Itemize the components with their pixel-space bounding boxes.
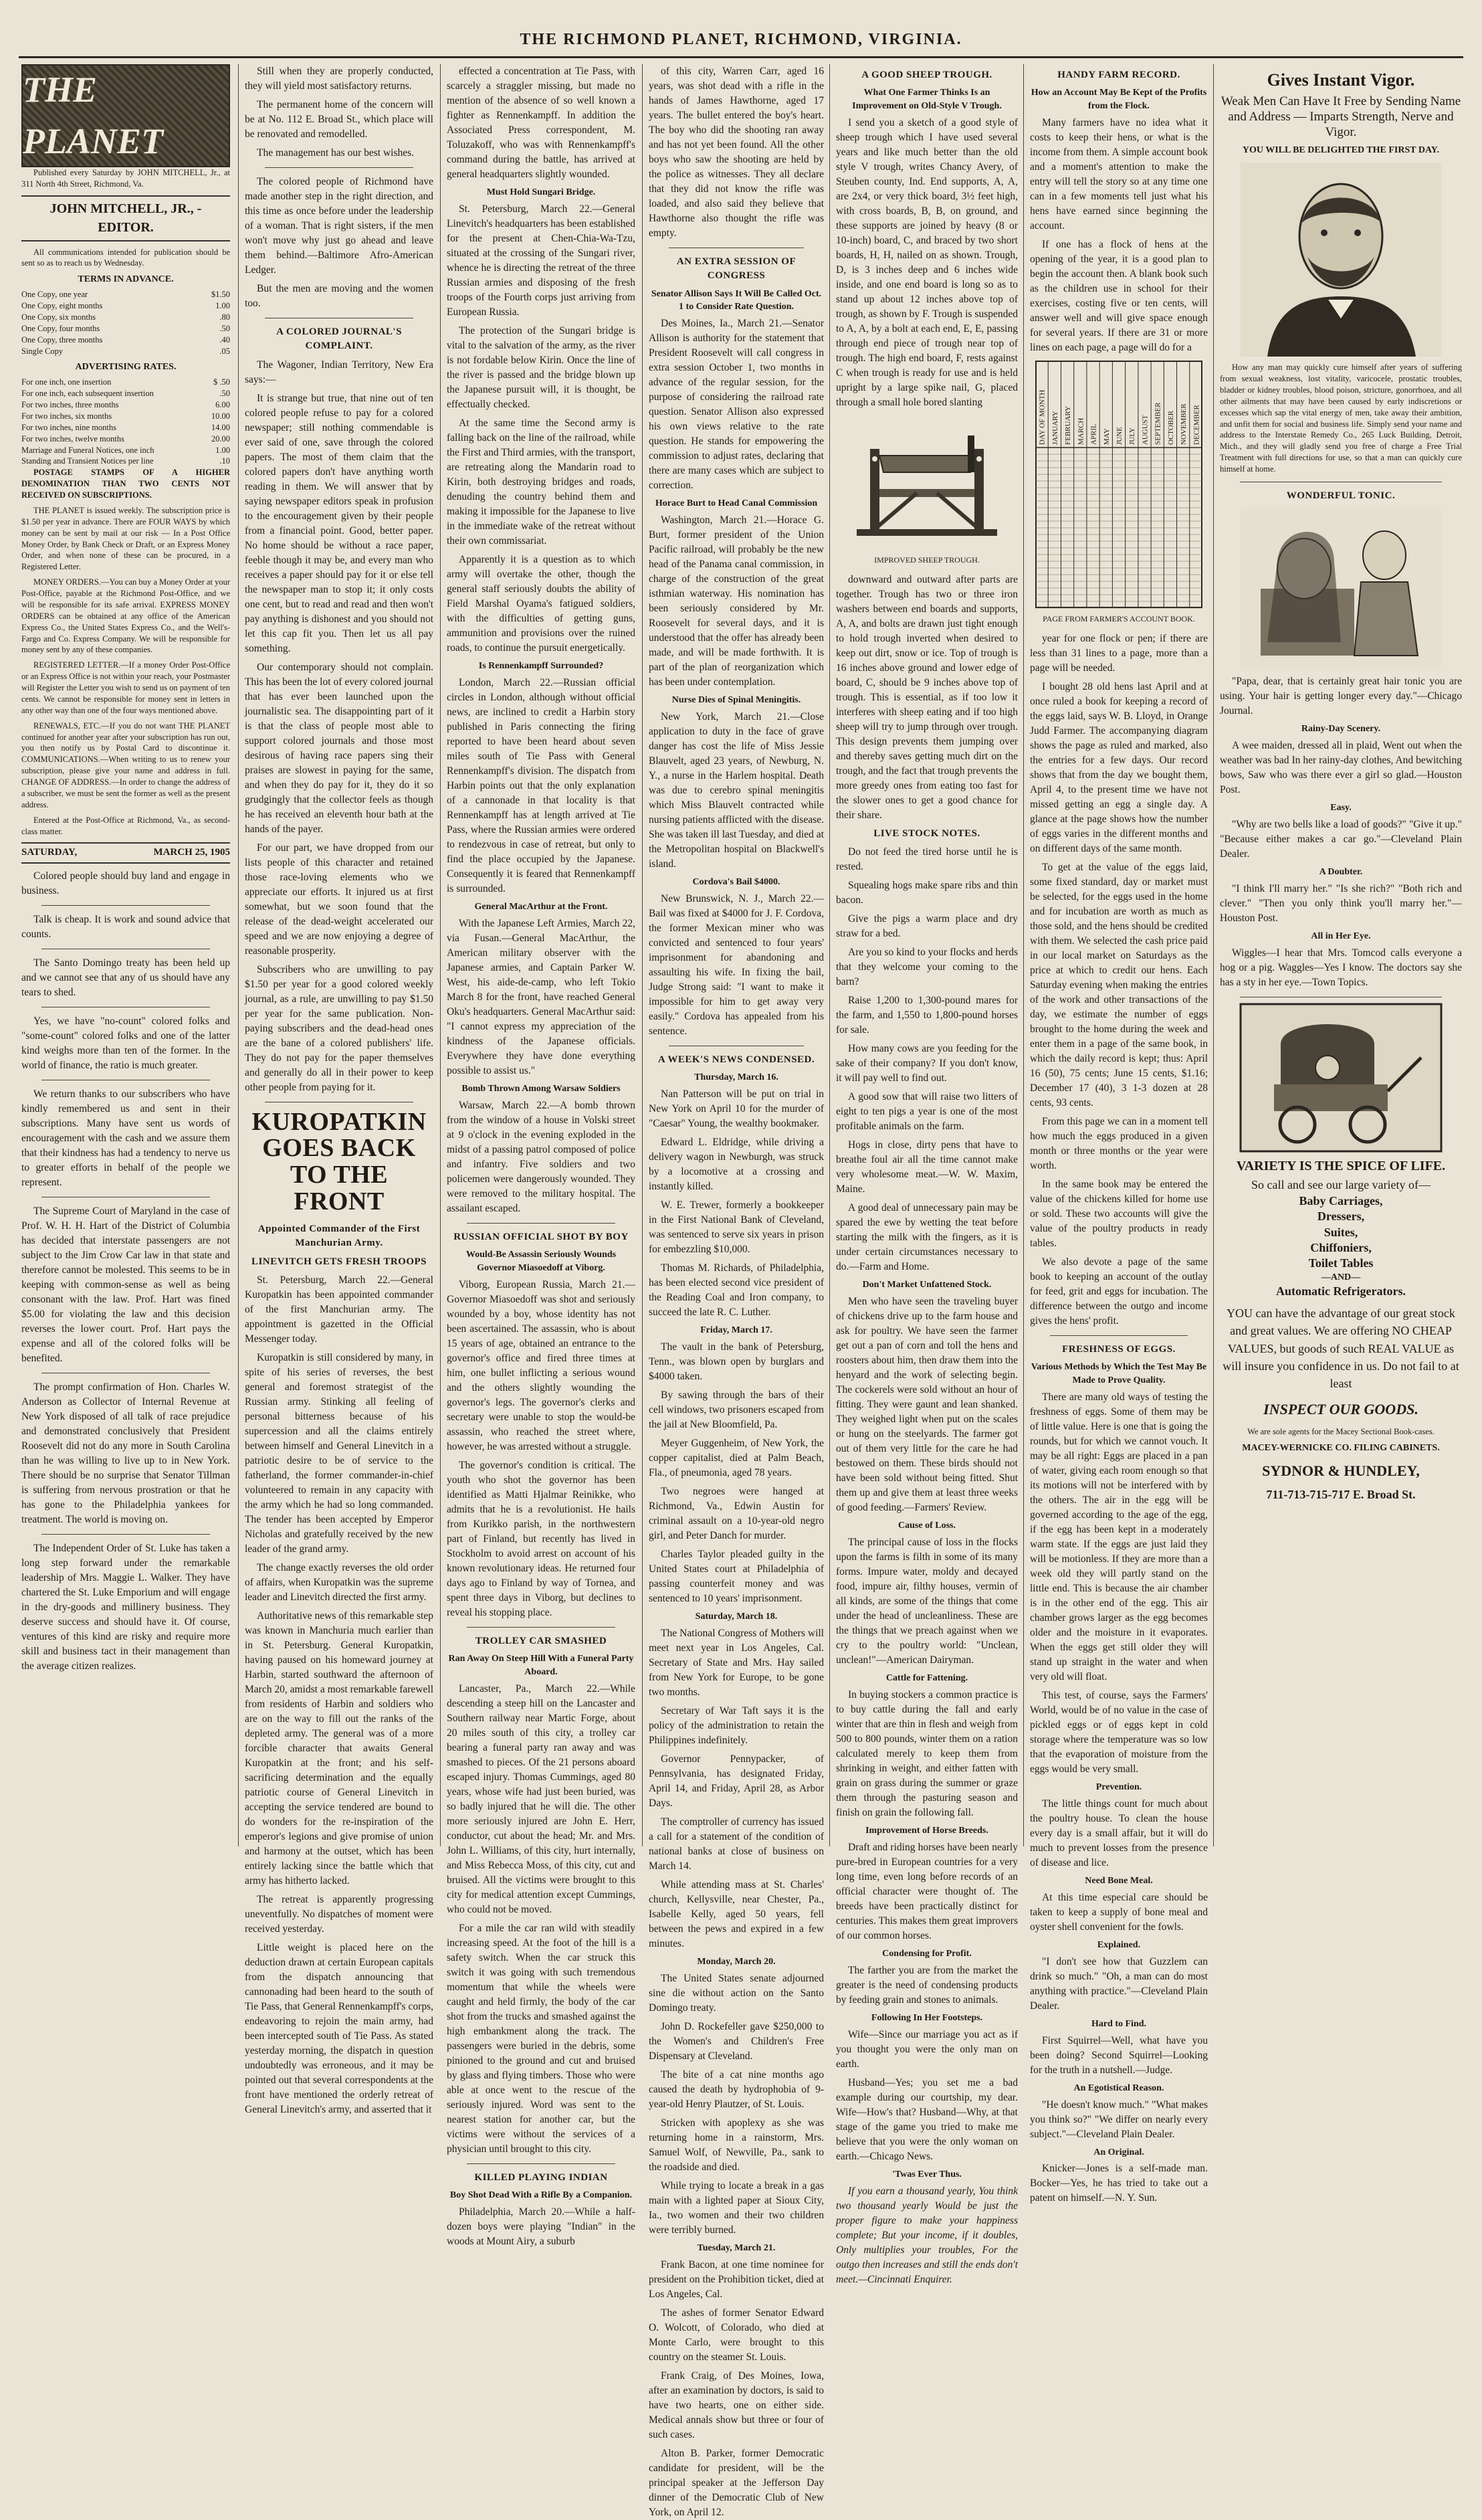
subheadline: What One Farmer Thinks Is an Improvement on Old-Style V Trough. [852, 88, 1002, 112]
divider [265, 167, 413, 168]
terms-row [21, 289, 230, 300]
subheadline: Various Methods by Which the Test May Be Made to Prove Quality. [1031, 1362, 1207, 1386]
article-paragraph: "I think I'll marry her." "Is she rich?" "Both rich and clever." "Then you only think you'll marry her."—Houston Post. [1220, 882, 1462, 924]
advertising-row [21, 456, 230, 467]
article-paragraph: Philadelphia, March 20.—While a half-dozen boys were playing "Indian" in the woods at Mount Airy, a suburb [447, 2206, 635, 2247]
terms-price: .50 [219, 323, 230, 333]
advertising-price: .50 [219, 389, 230, 399]
terms-title: TERMS IN ADVANCE. [78, 274, 174, 285]
subheadline: Tuesday, March 21. [697, 2242, 776, 2253]
article-paragraph: Do not feed the tired horse until he is rested. [836, 846, 1018, 873]
column-1 [21, 64, 230, 1846]
furniture-list [1220, 1193, 1462, 1300]
terms-price: 1.00 [215, 301, 230, 311]
subheadline: LINEVITCH GETS FRESH TROOPS [251, 1256, 427, 1267]
issue-date-value: MARCH 25, 1905 [153, 847, 230, 858]
agents-line: We are sole agents for the Macey Sectional Book-cases. [1247, 1427, 1435, 1437]
column-rule [238, 64, 239, 1846]
advertising-label: For two inches, nine months [21, 422, 117, 432]
article-paragraph: Kuropatkin is still considered by many, in spite of his series of reverses, the best general and foremost strategist of the Russian army. Stinking all feeling of personal bitterness because of his supercession and all the claims entirely between himself and General Linevitch in a patriotic desire to be of service to the fatherland, the former commander-in-chief volunteered to remain in any capacity with the army which he had so long commanded. The tender has been accepted by Emperor Nicholas and gratefully received by the new leader of the grand army. [245, 1352, 433, 1555]
column-2 [245, 64, 433, 2116]
planet-logo: THE PLANET [21, 64, 230, 167]
article-paragraph: Des Moines, Ia., March 21.—Senator Allison is authority for the statement that President Roosevelt will call congress in extra session October 1, two months in advance of the regular session, for the purpose of considering the railroad rate question. Senator Allison also expressed his own views relative to the rate question. He stands for empowering the commission to adjust rates, declaring that there are many cases which are subject to correction. [649, 318, 824, 492]
subheadline: Prevention. [1095, 1782, 1142, 1793]
column-7 [1220, 64, 1462, 1846]
month-header: JULY [1128, 427, 1137, 446]
poem: If you earn a thousand yearly, You think two thousand yearly Would be just the proper figure to make your happiness complete; But your income, if it doubles, Only multiplies your troubles, For the outgo then increases and still the ends don't meet.—Cincinnati Enquirer. [836, 2185, 1018, 2285]
article-paragraph: The retreat is apparently progressing uneventfully. No dispatches of moment were received yesterday. [245, 1894, 433, 1935]
advertising-row [21, 377, 230, 388]
top-rule [19, 56, 1463, 58]
month-header: JANUARY [1051, 411, 1059, 446]
article-paragraph: We also devote a page of the same book to keeping an account of the outlay for feed, grit and eggs for incubation. The difference between the outgo and income gives the hens' profit. [1030, 1256, 1208, 1327]
article-paragraph: John D. Rockefeller gave $250,000 to the Women's and Children's Free Dispensary at Cleveland. [649, 2020, 824, 2062]
article-paragraph: "He doesn't know much." "What makes you think so?" "We differ on nearly every subject."—Cleveland Plain Dealer. [1030, 2099, 1208, 2140]
article-paragraph: Wife—Since our marriage you act as if you thought you were the only man on earth. [836, 2028, 1018, 2070]
article-paragraph: downward and outward after parts are together. Trough has two or three iron washers between end boards and supports, A, A, and bolts are drawn just tight enough to hold trough inverted when desired to keep out dirt, snow or ice. Top of trough is 16 inches above ground and lower edge of board, C, should be 9 inches above top of trough. This is essential, as if too low it interferes with sheep eating and if too high sheep will try to jump through over trough. This design prevents them jumping over and thereby saves getting much dirt on the trough, and the fact that trough prevents the more greedy ones from eating too fast for the slower ones to get a good chance for their share. [836, 574, 1018, 821]
month-header: MARCH [1077, 417, 1085, 446]
terms-label: One Copy, four months [21, 323, 100, 333]
article-paragraph: The ashes of former Senator Edward O. Wolcott, of Colorado, who died at Monte Carlo, were brought to this country on the steamer St. Louis. [649, 2307, 824, 2363]
divider [467, 1627, 615, 1628]
subheadline: Is Rennenkampff Surrounded? [478, 660, 604, 671]
subheadline: Monday, March 20. [697, 1956, 776, 1967]
headline: TROLLEY CAR SMASHED [475, 1635, 607, 1646]
advertising-row [21, 445, 230, 456]
advertising-price: 1.00 [215, 445, 230, 455]
divider [467, 2163, 615, 2164]
terms-price: .05 [219, 346, 230, 356]
month-header: AUGUST [1141, 415, 1150, 446]
month-header: FEBRUARY [1064, 405, 1073, 446]
article-paragraph: Governor Pennypacker, of Pennsylvania, has designated Friday, April 14, and Friday, April 28, as Arbor Days. [649, 1753, 824, 1809]
advertising-label: For two inches, twelve months [21, 433, 124, 444]
column-3 [447, 64, 635, 2247]
column-6 [1030, 64, 1208, 2204]
article-paragraph: Viborg, European Russia, March 21.—Governor Miasoedoff was shot and seriously wounded by a boy, whose identity has not been ascertained. The assassin, who is about 15 years of age, obtained an entrance to the governor's office and fired three times at him, one bullet inflicting a serious wound and the others slightly wounding the governor's legs. The governor's clerks and secretary were unable to stop the would-be assassin, who reached the street where, however, he was arrested without a struggle. [447, 1278, 635, 1452]
subheadline: A Doubter. [1319, 866, 1363, 877]
baby-carriage-illustration [1241, 1004, 1441, 1151]
furniture-item: —AND— [1321, 1272, 1361, 1282]
subheadline: Cordova's Bail $4000. [692, 877, 780, 888]
fine-print: MONEY ORDERS.—You can buy a Money Order at your Post-Office, payable at the Richmond Post-Office, and we will be responsible for its safe arrival. EXPRESS MONEY ORDERS can be obtained at any office of the American Express Co., the United States Express Co., and the Well's-Fargo and Co. Express Company. We will be responsible for money sent by any of these companies. [21, 577, 230, 655]
fine-print: REGISTERED LETTER.—If a money Order Post-Office or an Express Office is not within your reach, your Postmaster will Register the Letter you wish to send us on payment of ten cents. We cannot be responsible for money sent in letters in any other way than one of the four ways mentioned above. [21, 660, 230, 715]
article-paragraph: Authoritative news of this remarkable step was known in Manchuria much earlier than in St. Petersburg. General Kuropatkin, having paused on his homeward journey at Harbin, started southward the afternoon of March 20, amidst a most remarkable farewell from residents of Harbin and soldiers who are on the way to fill out the ranks of the depleted army. The general was of a more forcible character that awaits General Kuropatkin at the front; and his self-sacrificing determination and the equally patriotic course of General Linevitch in accepting the service tendered are bound to do wonders for the re-inspiration of the emperor's legions and give promise of union and harmony at the outset, which has been entirely lacking since the battle which that army has hitherto lacked. [245, 1610, 433, 1887]
advertising-label: For two inches, three months [21, 400, 119, 410]
terms-price: $1.50 [211, 290, 230, 300]
article-paragraph: Thomas M. Richards, of Philadelphia, has been elected second vice president of the Reading Coal and Iron company, to succeed the late R. C. Luther. [649, 1262, 824, 1319]
article-paragraph: W. E. Trewer, formerly a bookkeeper in the First National Bank of Cleveland, was sentenced to serve six years in prison for embezzling $10,000. [649, 1199, 824, 1256]
ad-body: How any man may quickly cure himself after years of suffering from sexual weakness, lost vitality, varicocele, prostatic troubles, bladder or kidney troubles, blood poison, stricture, gonorrhoea, and all other ailments that may have been caused by early indiscretions or excesses which sap the vital energy of men, take away their ambition, and unfit them for social and business life. Simply send your name and address to the Interstate Remedy Co., 265 Luck Building, Detroit, Mich., and they will gladly send you free of charge a Free Trial Treatment with full directions for use, so that a man can quickly cure himself at home. [1220, 363, 1462, 474]
subheadline: Improvement of Horse Breeds. [865, 1826, 988, 1836]
fine-print: RENEWALS, ETC.—If you do not want THE PLANET continued for another year after your subscription has run out, you then notify us by Postal Card to discontinue it. COMMUNICATIONS.—When writing to us to renew your subscription, please give your name and address in full. CHANGE OF ADDRESS.—In order to change the address of a subscriber, we must be sent the former as well as the present address. [21, 720, 230, 809]
article-paragraph: Washington, March 21.—Horace G. Burt, former president of the Union Pacific railroad, will probably be the new head of the Panama canal commission, in charge of the construction of the great isthmian waterway. His nomination has been seriously considered by Mr. Roosevelt for several days, and it is understood that the offer has already been made, and will be made forthwith. It is part of the plan of reorganization which has been under contemplation. [649, 514, 824, 688]
article-paragraph: "Why are two bells like a load of goods?" "Give it up." "Because either makes a car go."—Cleveland Plain Dealer. [1220, 818, 1462, 860]
column-5 [836, 64, 1018, 2285]
article-paragraph: Are you so kind to your flocks and herds that they welcome your coming to the barn? [836, 947, 1018, 988]
advertising-row [21, 433, 230, 445]
advertising-price: 10.00 [211, 411, 230, 421]
publisher-line: Published every Saturday by JOHN MITCHELL, Jr., at 311 North 4th Street, Richmond, Va. [21, 168, 230, 189]
subheadline: How an Account May Be Kept of the Profits from the Flock. [1031, 88, 1207, 112]
article-paragraph: "Papa, dear, that is certainly great hair tonic you are using. Your hair is getting longer every day."—Chicago Journal. [1220, 676, 1462, 717]
article-paragraph: With the Japanese Left Armies, March 22, via Fusan.—General MacArthur, the American military observer with the Japanese armies, and Captain Parker W. West, his aide-de-camp, who left Tokio March 8 for the front, have reached General Oku's headquarters. General MacArthur said: "I cannot express my appreciation of the kindness of the Japanese officials. Everywhere they have done everything possible to assist us." [447, 917, 635, 1076]
article-paragraph: of this city, Warren Carr, aged 16 years, was shot dead with a rifle in the hands of James Hawthorne, aged 17 years. The bullet entered the boy's heart. The boy who did the shooting ran away and has not yet been found. All the other boys who saw the shooting are held by the police as witnesses. They all declare that they did not know the rifle was loaded, and also said they believe that Hawthorne also thought the rifle was empty. [649, 66, 824, 239]
firm-name: SYDNOR & HUNDLEY, [1262, 1462, 1420, 1479]
article-paragraph: The farther you are from the market the greater is the need of condensing products by feeding grain and stones to animals. [836, 1964, 1018, 2006]
article-paragraph: In buying stockers a common practice is to buy cattle during the fall and early winter that are thin in flesh and weigh from 500 to 800 pounds, winter them on a ration calculated merely to keep them from shrinking in weight, and either fatten with grain on grass during the summer or graze them through the pasturing season and finish on grain the following fall. [836, 1689, 1018, 1818]
advertising-row [21, 422, 230, 433]
editorial-paragraph: Talk is cheap. It is work and sound advice that counts. [21, 913, 230, 940]
divider [41, 1534, 210, 1535]
furniture-item: Chiffoniers, [1310, 1240, 1372, 1254]
article-paragraph: The vault in the bank of Petersburg, Tenn., was blown open by burglars and $4000 taken. [649, 1341, 824, 1383]
article-paragraph: The protection of the Sungari bridge is vital to the salvation of the army, as the river is not fordable below Kirin. Once the line of the river is passed and the bridge blown up the Japanese pursuit will, it is thought, be effectually checked. [447, 324, 635, 410]
headline: AN EXTRA SESSION OF CONGRESS [676, 256, 797, 282]
firm-address: 711-713-715-717 E. Broad St. [1266, 1488, 1416, 1502]
article-paragraph: A good sow that will raise two litters of eight to ten pigs a year is one of the most profitable animals on the farm. [836, 1091, 1018, 1133]
article-paragraph: The United States senate adjourned sine die without action on the Santo Domingo treaty. [649, 1972, 824, 2014]
article-paragraph: A good deal of unnecessary pain may be spared the ewe by wetting the teat before starting the milk with the fingers, as it is under certain circumstances necessary to do.—Farm and Home. [836, 1202, 1018, 1273]
article-paragraph: St. Petersburg, March 22.—General Kuropatkin has been appointed commander of the first Manchurian army. The appointment is gazetted in the Official Messenger today. [245, 1274, 433, 1345]
article-paragraph: From this page we can in a moment tell how much the eggs produced in a given month or three months or the year were worth. [1030, 1116, 1208, 1172]
diagram-caption: PAGE FROM FARMER'S ACCOUNT BOOK. [1043, 614, 1195, 624]
subheadline: Don't Market Unfattened Stock. [862, 1280, 992, 1290]
issue-day: SATURDAY, [21, 847, 78, 858]
month-header: DAY OF MONTH [1038, 389, 1047, 446]
month-header: DECEMBER [1192, 405, 1201, 446]
illustration-caption: IMPROVED SHEEP TROUGH. [874, 555, 980, 565]
editorial-paragraph: The Santo Domingo treaty has been held up and we cannot see that any of us should have any tears to shed. [21, 957, 230, 998]
article-paragraph: The bite of a cat nine months ago caused the death by hydrophobia of 9-year-old Henry Plautzer, of St. Louis. [649, 2068, 824, 2110]
article-paragraph: Secretary of War Taft says it is the policy of the administration to retain the Philippines indefinitely. [649, 1705, 824, 1746]
article-paragraph: Lancaster, Pa., March 22.—While descending a steep hill on the Lancaster and Southern railway near Martic Forge, about 20 miles south of this city, a trolley car bearing a funeral party ran away and was smashed to pieces. Of the 21 persons aboard escaped injury. Thomas Cummings, aged 80 years, whose wife had just been buried, was so badly injured that he will die. The other more seriously injured are John E. Herr, conductor, cut about the head; Mr. and Mrs. John L. Williams, of this city, hurt internally, and Miss Rebecca Moss, of this city, cut and bruised. All the victims were brought to this city for medical attention except Cummings, who could not be moved. [447, 1682, 635, 1915]
article-paragraph: This test, of course, says the Farmers' World, would be of no value in the case of pickled eggs or of eggs kept in cold storage where the temperature was so low that the evaporation of moisture from the eggs would be very small. [1030, 1690, 1208, 1775]
article-paragraph: There are many old ways of testing the freshness of eggs. Some of them may be of little value. Here is one that is going the rounds, but for which we cannot vouch. It may be all right: Eggs are placed in a pan of water, giving each room enough so that its motions will not be interfered with by the others. The air in the egg will be governed according to the age of the egg, if the egg has been kept in a moderately warm state. If the eggs are just laid they will be motionless. If they are more than a week old they will partly stand on the little end. This is because the air chamber is in the other end of the egg. This air chamber grows larger as the egg becomes older and the moisture in it evaporates. When the eggs get still older they will stand up straight in the water and when very old will float. [1030, 1391, 1208, 1683]
advertising-label: Standing and Transient Notices per line [21, 456, 154, 466]
column-rule [1023, 64, 1024, 1846]
terms-row [21, 323, 230, 334]
headline: A COLORED JOURNAL'S COMPLAINT. [276, 326, 402, 352]
subheadline: Must Hold Sungari Bridge. [486, 187, 596, 197]
article-paragraph: The Wagoner, Indian Territory, New Era says:— [245, 359, 433, 385]
article-paragraph: Many farmers have no idea what it costs to keep their hens, or what is the income from them. A simple account book and a moment's attention to make the entry will tell the story so at any time one can in a few moments tell just what his hens have earned since beginning the account. [1030, 117, 1208, 232]
subheadline: An Original. [1093, 2147, 1144, 2157]
subheadline: Explained. [1097, 1939, 1141, 1950]
article-paragraph: Alton B. Parker, former Democratic candidate for president, will be the principal speaker at the Jefferson Day dinner of the Democratic Club of New York, on April 12. [649, 2447, 824, 2518]
subheadline: General MacArthur at the Front. [474, 901, 608, 912]
month-header: NOVEMBER [1180, 403, 1188, 446]
advertising-price: 14.00 [211, 422, 230, 432]
article-paragraph: Raise 1,200 to 1,300-pound mares for the farm, and 1,550 to 1,800-pound horses for sale. [836, 995, 1018, 1036]
article-paragraph: Subscribers who are unwilling to pay $1.50 per year for a good colored weekly journal, as a rule, are unwilling to pay $1.50 per year for the same publication. Non-paying subscribers and the dead-head ones are the bane of a colored publishers' life. They do not pay for the paper themselves and generally do all in their power to keep other people from paying for it. [245, 963, 433, 1093]
article-paragraph: Apparently it is a question as to which army will overtake the other, though the general staff seriously doubts the ability of Field Marshal Oyama's fatigued soldiers, with the difficulties of getting guns, ammunition and provisions over the ruined roads, to continue the pursuit energetically. [447, 553, 635, 654]
portrait-illustration [1241, 163, 1441, 357]
subheadline: Bomb Thrown Among Warsaw Soldiers [461, 1083, 621, 1094]
article-paragraph: The change exactly reverses the old order of affairs, when Kuropatkin was the supreme leader and Linevitch directed the first army. [245, 1562, 433, 1604]
subheadline: Nurse Dies of Spinal Meningitis. [671, 695, 801, 706]
article-paragraph: Draft and riding horses have been nearly pure-bred in European countries for a very long time, even long before records of an official character were thought of. The breeds have been practically distinct for centuries. This makes them great improvers of our common horses. [836, 1841, 1018, 1941]
subheadline: Easy. [1330, 803, 1352, 813]
divider [1050, 1335, 1188, 1336]
article-paragraph: Stricken with apoplexy as she was returning home in a rainstorm, Mrs. Samuel Wolf, of Newville, Pa., sank to the roadside and died. [649, 2117, 824, 2173]
variety-line: VARIETY IS THE SPICE OF LIFE. [1236, 1158, 1446, 1173]
article-paragraph: Husband—Yes; you set me a bad example during our courtship, my dear. Wife—How's that? Husband—Why, at that stage of the game you tried to make me believe that you were the only woman on earth.—Chicago News. [836, 2076, 1018, 2162]
article-paragraph: Frank Craig, of Des Moines, Iowa, after an examination by doctors, is said to have two hearts, one on either side. Medical annals show but three or four of such cases. [649, 2369, 824, 2440]
advertising-row [21, 399, 230, 411]
article-paragraph: New Brunswick, N. J., March 22.—Bail was fixed at $4000 for J. F. Cordova, the former Mexican miner who was convicted and sentenced to four years' imprisonment for abandoning and assaulting his wife. In fixing the bail, Judge Strong said: "I want to make it impossible for him to get away very easily." Cordova has appealed from his sentence. [649, 892, 824, 1037]
store-pitch: YOU can have the advantage of our great stock and great values. We are offering NO CHEAP VALUES, but goods of such REAL VALUE as will insure you confidence in us. Do not fail to at least [1223, 1306, 1459, 1390]
subheadline: Boy Shot Dead With a Rifle By a Companion. [449, 2190, 633, 2200]
subheadline: Appointed Commander of the First Manchurian Army. [257, 1224, 421, 1249]
terms-row [21, 346, 230, 357]
article-paragraph: London, March 22.—Russian official circles in London, although without official news, are inclined to credit a Harbin story published in Paris connecting the firing reported to have been heard about seven miles south of Tie Pass with General Rennenkampff's division. The dispatch from Harbin points out that the only explanation of a cannonade in that locality is that Rennenkampff has at length arrived at Tie Pass, where the Russian armies were ordered to rendezvous in case of retreat, but only to find the place occupied by the Japanese. Consequently it is feared that Rennenkampff is surrounded. [447, 676, 635, 894]
advertising-label: For one inch, each subsequent insertion [21, 389, 154, 399]
subheadline: Ran Away On Steep Hill With a Funeral Party Aboard. [448, 1653, 634, 1677]
terms-label: One Copy, one year [21, 290, 88, 300]
furniture-item: Suites, [1324, 1225, 1358, 1239]
headline: A GOOD SHEEP TROUGH. [861, 70, 992, 80]
article-paragraph: The permanent home of the concern will be at No. 112 E. Broad St., which place will be renovated and remodelled. [245, 99, 433, 140]
ad-tagline: YOU WILL BE DELIGHTED THE FIRST DAY. [1242, 145, 1440, 156]
sheep-trough-illustration [843, 415, 1011, 549]
advertising-label: For two inches, six months [21, 411, 112, 421]
terms-row [21, 334, 230, 346]
article-paragraph: Meyer Guggenheim, of New York, the copper capitalist, died at Palm Beach, Fla., of pneumonia, aged 78 years. [649, 1438, 824, 1479]
communications-note: All communications intended for publication should be sent so as to reach us by Wednesday. [21, 247, 230, 268]
issue-date [21, 842, 230, 863]
subheadline: Thursday, March 16. [694, 1072, 778, 1083]
article-paragraph: At this time especial care should be taken to keep a supply of bone meal and oyster shell convenient for the fowls. [1030, 1891, 1208, 1933]
editorial-paragraph: The prompt confirmation of Hon. Charles W. Anderson as Collector of Internal Revenue at New York disposed of all talk of race prejudice and demonstrated conclusively that President Roosevelt did not do any more in South Carolina than he was willing to live up to in New York. There should be no surprise that Senator Tillman is suffering from nervous prostration or that he has gone to the Philadelphia yankees for treatment. The world is moving on. [21, 1381, 230, 1525]
article-paragraph: The colored people of Richmond have made another step in the right direction, and this time as once before under the leadership of a woman. That is right sisters, if the men won't move why just go ahead and leave them behind.—Baltimore Afro-American Ledger. [245, 176, 433, 276]
article-paragraph: If one has a flock of hens at the opening of the year, it is a good plan to begin the account then. A blank book such as the children use in school for their exercises, costing five or ten cents, will answer well and will give space enough for several years. If there are 31 or more lines on each page, a page will do for a [1030, 239, 1208, 354]
headline: KILLED PLAYING INDIAN [474, 2171, 608, 2183]
masthead: THE RICHMOND PLANET, RICHMOND, VIRGINIA. [520, 31, 962, 48]
subheadline: Hard to Find. [1091, 2018, 1147, 2029]
furniture-item: Toilet Tables [1308, 1256, 1374, 1270]
stamps-note: POSTAGE STAMPS OF A HIGHER DENOMINATION THAN TWO CENTS NOT RECEIVED ON SUBSCRIPTIONS. [21, 468, 230, 500]
article-paragraph: Two negroes were hanged at Richmond, Va., Edwin Austin for criminal assault on a 10-year-old negro girl, and Peter Danch for murder. [649, 1486, 824, 1542]
article-paragraph: By sawing through the bars of their cell windows, two prisoners escaped from the jail at New Bloomfield, Pa. [649, 1389, 824, 1431]
terms-table [21, 289, 230, 357]
article-paragraph: year for one flock or pen; if there are less than 31 lines to a page, more than a page will be needed. [1030, 633, 1208, 674]
furniture-item: Baby Carriages, [1299, 1193, 1383, 1207]
advertising-row [21, 411, 230, 422]
article-paragraph: For a mile the car ran wild with steadily increasing speed. At the foot of the hill is a safety switch. When the car struck this switch it was going with such tremendous momentum that while the wheels were caught and held firmly, the body of the car shot from the trucks and smashed against the high embankment along the track. The passengers were buried in the debris, some pinioned to the ground and cut and bruised by glass and flying timbers. Those who were able at once went to the rescue of the seriously injured. Word was sent to the nearest station for another car, but the victims were without the services of a physician until brought to this city. [447, 1922, 635, 2155]
article-paragraph: While trying to locate a break in a gas main with a lighted paper at Sioux City, Ia., two women and their two children were terribly burned. [649, 2179, 824, 2236]
subheadline: Cattle for Fattening. [885, 1673, 968, 1684]
headline: WONDERFUL TONIC. [1286, 490, 1396, 501]
main-headline: KUROPATKIN GOES BACK TO THE FRONT [251, 1107, 427, 1216]
subheadline: An Egotistical Reason. [1073, 2082, 1164, 2093]
headline: RUSSIAN OFFICIAL SHOT BY BOY [453, 1231, 629, 1242]
article-paragraph: Wiggles—I hear that Mrs. Tomcod calls everyone a hog or a pig. Waggles—Yes I know. The doctors say she has a sty in her eye.—Town Topics. [1220, 947, 1462, 988]
subheadline: Rainy-Day Scenery. [1301, 724, 1381, 735]
article-paragraph: Men who have seen the traveling buyer of chickens drive up to the farm house and ask for poultry. We have seen the farmer get out a pan of corn and toll the hens and roosters about him, then draw them into the henyard and the work of selecting begin. The cockerels were sold without an hour of fitting. They were gaunt and lean shanked. They weighed light when put on the scales or hung on the steelyards. The farmer got out of them very little for the care he had bestowed on them. These birds should not have been sold without being fitted. Shut them up and give them at least three weeks of good feeding.—Farmers' Review. [836, 1296, 1018, 1514]
column-4 [649, 64, 824, 2518]
month-header: APRIL [1089, 423, 1098, 446]
subheadline: Senator Allison Says It Will Be Called Oct. 1 to Consider Rate Question. [651, 288, 822, 312]
article-paragraph: effected a concentration at Tie Pass, with scarcely a straggler missing, but made no mention of the absence of so well known a fighter as Rennenkampff. In addition the Associated Press correspondent, M. Toluzakoff, who was with Rennenkampff's command during the battle, has arrived at general headquarters slightly wounded. [447, 66, 635, 180]
inspect-line: INSPECT OUR GOODS. [1263, 1400, 1418, 1418]
advertising-label: Marriage and Funeral Notices, one inch [21, 445, 154, 455]
column-rule [1213, 64, 1214, 1846]
advertising-table [21, 377, 230, 467]
advertising-price: 20.00 [211, 433, 230, 444]
article-paragraph: To get at the value of the eggs laid, some fixed standard, day or market must be selected, for the eggs used in the home and for incubation are worth as much as those sold, and the hens should be credited with them. We selected the cash price paid in our local market on Saturdays as the price at which to credit our hens. Each Saturday evening when making the entries of the work and other transactions of the day, we estimate the number of eggs brought to the home during the week and enter them in a page of the same book, in which the daily record is kept; thus: April 16 (50), 75 cents; June 15 cents, $1.16; December 17 (40), 3 1-3 dozen at 28 cents, 93 cents. [1030, 862, 1208, 1109]
headline: A WEEK'S NEWS CONDENSED. [657, 1054, 815, 1065]
article-paragraph: In the same book may be entered the value of the chickens killed for home use or sold. These two accounts will give the value of the poultry products in ready tables. [1030, 1179, 1208, 1250]
advertising-price: .10 [219, 456, 230, 466]
furniture-item: Automatic Refrigerators. [1276, 1284, 1406, 1298]
article-paragraph: The National Congress of Mothers will meet next year in Los Angeles, Cal. Secretary of State and Mrs. Hay sailed from New York for Europe, to be gone two months. [649, 1627, 824, 1698]
article-paragraph: Squealing hogs make spare ribs and thin bacon. [836, 880, 1018, 906]
ad-subhead: Weak Men Can Have It Free by Sending Name and Address — Imparts Strength, Nerve and Vigor. [1221, 94, 1461, 139]
subheadline: All in Her Eye. [1311, 931, 1371, 941]
macey-line: MACEY-WERNICKE CO. FILING CABINETS. [1242, 1442, 1440, 1453]
advertising-title: ADVERTISING RATES. [75, 362, 177, 373]
terms-label: One Copy, eight months [21, 301, 103, 311]
subheadline: Cause of Loss. [898, 1521, 956, 1531]
month-header: MAY [1102, 428, 1111, 446]
article-paragraph: Nan Patterson will be put on trial in New York on April 10 for the murder of "Caesar" Young, the wealthy bookmaker. [649, 1088, 824, 1130]
article-paragraph: Still when they are properly conducted, they will yield most satisfactory returns. [245, 66, 433, 92]
entered-note: Entered at the Post-Office at Richmond, Va., as second-class matter. [21, 815, 230, 836]
article-paragraph: New York, March 21.—Close application to duty in the face of grave danger has cost the life of Miss Jessie Blauvelt, aged 23 years, of Newburg, N. Y., a nurse in the Harlem hospital. Death was due to cerebro spinal meningitis which Miss Blauvelt contracted while nursing patients afflicted with the disease. She was taken ill last Tuesday, and died at the Metropolitan hospital on Blackwell's island. [649, 711, 824, 870]
fine-print: THE PLANET is issued weekly. The subscription price is $1.50 per year in advance. There are FOUR WAYS by which money can be sent by mail at our risk — In a Post Office Money Order, by Bank Check or Draft, or an Express Money Order, and when none of these can be procured, in a Registered Letter. [21, 505, 230, 572]
month-header: JUNE [1116, 427, 1124, 446]
article-paragraph: The comptroller of currency has issued a call for a statement of the condition of national banks at close of business on March 14. [649, 1816, 824, 1872]
terms-label: One Copy, six months [21, 312, 96, 322]
headline: FRESHNESS OF EGGS. [1062, 1344, 1176, 1355]
terms-label: One Copy, three months [21, 334, 103, 345]
article-paragraph: But the men are moving and the women too. [245, 283, 433, 309]
article-paragraph: The principal cause of loss in the flocks upon the farms is filth in some of its many forms. Impure water, moldy and decayed food, impure air, filthy houses, vermin of all kinds, are some of the things that come under the head of uncleanliness. These are the things that we preach against when we cry to the poultry world: "Unclean, unclean!"—American Dairyman. [836, 1537, 1018, 1666]
article-paragraph: St. Petersburg, March 22.—General Linevitch's headquarters has been established for the present at Chen-Chia-Wa-Tzu, situated at the crossing of the Sungari river, whence he is directing the retreat of the three Russian armies and disposing of the fresh troops of the Fourth corps just arriving from European Russia. [447, 203, 635, 318]
ad-headline: Gives Instant Vigor. [1267, 70, 1415, 90]
subheadline: Would-Be Assassin Seriously Wounds Governor Miasoedoff at Viborg. [465, 1249, 617, 1273]
editorial-paragraph: Yes, we have "no-count" colored folks and "some-count" colored folks and one of the latter kind weighs more than ten of the former. In the world of finance, the ratio is much greater. [21, 1015, 230, 1071]
article-paragraph: Give the pigs a warm place and dry straw for a bed. [836, 913, 1018, 940]
article-paragraph: Knicker—Jones is a self-made man. Bocker—Yes, he has tried to take out a patent on himself.—N. Y. Sun. [1030, 2163, 1208, 2204]
account-book-grid [1035, 361, 1202, 608]
article-paragraph: At the same time the Second army is falling back on the line of the railroad, while the First and Third armies, with the transport, are retreating along the Mandarin road to Kirin, both destroying bridges and roads, denuding the country behind them and making it impossible for the Japanese to live in the immediate wake of the retreat without their own commissariat. [447, 417, 635, 547]
article-paragraph: How many cows are you feeding for the sake of their company? If you don't know, it will pay well to find out. [836, 1043, 1018, 1084]
article-paragraph: I send you a sketch of a good style of sheep trough which I have used several years and like much better than the old style V trough, writes Chancy Avery, of Steuben county, Ind. End supports, A, A, are 2x4, or very thick board, 3½ feet high, with cross boards, B, B, on ground, and these supports are joined by heavy (8 or 10-inch) board, C, and braced by two short boards, H, H, nailed on as shown. Trough, D, is 3 inches deep and 6 inches wide inside, and one end board is long so as to stand up about 12 inches above top of trough, as shown by F. Trough is suspended to A, A, by a bolt at each end, E, E, passing through end piece of trough near top of trough. The high end board, F, rests against C when trough is ready for use and is held upright by a large spike nail, G, placed through a small hole bored slanting [836, 117, 1018, 409]
terms-label: Single Copy [21, 346, 64, 356]
article-paragraph: I bought 28 old hens last April and at once ruled a book for keeping a record of the eggs laid, says W. B. Lloyd, in Orange Judd Farmer. The accompanying diagram shows the page as ruled and marked, also the entries for a few days. Our record shows that from the day we bought them, April 4, to the present time we have not missed getting an egg a single day. A glance at the page shows how the number of eggs varies in the different months and on different days of the same month. [1030, 681, 1208, 855]
divider [41, 905, 210, 906]
account-book-diagram [1030, 361, 1208, 608]
headline: LIVE STOCK NOTES. [873, 828, 980, 840]
advertising-price: 6.00 [215, 400, 230, 410]
furniture-item: Dressers, [1317, 1209, 1365, 1224]
article-paragraph: The governor's condition is critical. The youth who shot the governor has been identified as Matti Hjalmar Reinikke, who admits that he is a revolutionist. He hails from Kurikko parish, in the northwestern part of Finland, but recently has lived in Stockholm to avoid arrest on account of his known revolutionary ideas. He returned four days ago to Finland by way of Tornea, and spent three days in Viborg, but declines to reveal his stopping place. [447, 1459, 635, 1618]
editor-line: JOHN MITCHELL, JR., - EDITOR. [21, 195, 230, 241]
terms-price: .80 [219, 312, 230, 322]
article-paragraph: A wee maiden, dressed all in plaid, Went out when the weather was bad In her rainy-day clothes, And bewitching bows, Saw who was there ever a girl so glad.—Houston Post. [1220, 740, 1462, 796]
subheadline: Horace Burt to Head Canal Commission [655, 498, 818, 509]
cartoon-illustration [1241, 508, 1441, 669]
terms-row [21, 300, 230, 312]
article-paragraph: It is strange but true, that nine out of ten colored people refuse to pay for a colored newspaper; still nothing commendable is ever said of one, save through the colored papers. The most of them claim that the colored papers don't have anything worth reading in them. We will answer that by saying newspaper editors speak in profusion to the encouragement given by their people from a financial point. Good, better paper. No home should be without a race paper, feeble though it may be, and every man who receives a paper should pay for it or else tell the newspaper man to stop it; it only costs one cent, but to read and read and then won't pay anything is dishonest and you should not let this cap fit you. Then let us all pay something. [245, 392, 433, 654]
subheadline: 'Twas Ever Thus. [892, 2169, 962, 2179]
article-paragraph: First Squirrel—Well, what have you been doing? Second Squirrel—Looking for the truth in a nutshell.—Judge. [1030, 2034, 1208, 2076]
article-paragraph: While attending mass at St. Charles' church, Kellysville, near Chester, Pa., Isabelle Kelly, aged 50 years, fell between the pews and expired in a few minutes. [649, 1878, 824, 1949]
article-paragraph: Hogs in close, dirty pens that have to breathe foul air all the time cannot make very wholesome meat.—W. W. Maxim, Maine. [836, 1139, 1018, 1195]
editorial-paragraph: The Independent Order of St. Luke has taken a long step forward under the remarkable leadership of Mrs. Maggie L. Walker. They have chartered the St. Luke Emporium and will engage in the dry-goods and millinery business. They deserve success and should have it. Of course, ventures of this kind are risky and require more skill and business tact in their management than the average citizen realizes. [21, 1542, 230, 1672]
month-header: SEPTEMBER [1154, 402, 1162, 446]
advertising-price: $ .50 [213, 377, 230, 387]
editorial-paragraph: We return thanks to our subscribers who have kindly remembered us and sent in their subscriptions. Many have sent us words of encouragement with the cash and we assure them that their kindness has had a tendency to nerve us to greater efforts in behalf of the people we represent. [21, 1088, 230, 1188]
subheadline: Need Bone Meal. [1085, 1876, 1153, 1886]
subheadline: Friday, March 17. [700, 1325, 772, 1336]
article-paragraph: "I don't see how that Guzzlem can drink so much." "Oh, a man can do most anything with practice."—Cleveland Plain Dealer. [1030, 1955, 1208, 2012]
terms-row [21, 312, 230, 323]
advertising-label: For one inch, one insertion [21, 377, 112, 387]
divider [467, 1223, 615, 1224]
terms-price: .40 [219, 334, 230, 345]
column-rule [642, 64, 643, 1846]
article-paragraph: Little weight is placed here on the deduction drawn at certain European capitals from the dispatch announcing that cannonading had been heard to the south of Tie Pass, that General Rennenkampff's corps, endeavoring to rejoin the main army, had been intercepted south of Tie Pass. As stated yesterday morning, the dispatch in question undoubtedly was erroneous, and it may be pointed out that several correspondents at the front have mentioned the orderly retreat of General Linevitch's army, and asserted that it [245, 1942, 433, 2116]
article-paragraph: For our part, we have dropped from our lists people of this character and retained those race-loving elements who we appreciate our efforts. It injured us at first somewhat, but we soon found that the release of the dead-weight accelerated our speed and we are now enjoying a degree of reasonable prosperity. [245, 842, 433, 957]
column-rule [440, 64, 441, 1846]
headline: HANDY FARM RECORD. [1057, 70, 1180, 80]
furniture-intro: So call and see our large variety of— [1251, 1177, 1431, 1191]
article-paragraph: Edward L. Eldridge, while driving a delivery wagon in Newburgh, was struck by a locomotive at a crossing and instantly killed. [649, 1137, 824, 1193]
article-paragraph: The little things count for much about the poultry house. To clean the house every day is a small affair, but it will do much to prevent losses from the presence of disease and lice. [1030, 1798, 1208, 1868]
article-paragraph: Frank Bacon, at one time nominee for president on the Prohibition ticket, died at Los Angeles, Cal. [649, 2258, 824, 2300]
editorial-paragraph: The Supreme Court of Maryland in the case of Prof. W. H. H. Hart of the District of Columbia has decided that interstate passengers are not subject to the Jim Crow Car law in that state and therefore cannot be molested. This seems to be in keeping with common-sense as well as being consonant with the law. Prof. Hart was fined $5.00 for violating the law and this decision reverses the lower court. Prof. Hart pays the expense and all of the colored folks will be benefited. [21, 1205, 230, 1364]
month-header: OCTOBER [1166, 410, 1175, 446]
subheadline: Following In Her Footsteps. [871, 2012, 983, 2023]
subheadline: Condensing for Profit. [882, 1948, 972, 1959]
advertising-row [21, 388, 230, 399]
article-paragraph: Warsaw, March 22.—A bomb thrown from the window of a house in Volski street at 9 o'clock in the evening exploded in the midst of a passing patrol composed of police and infantry. Five soldiers and two policemen were dangerously wounded. They were removed to the military hospital. The assailant escaped. [447, 1099, 635, 1214]
article-paragraph: The management has our best wishes. [257, 147, 415, 159]
subheadline: Saturday, March 18. [695, 1612, 778, 1622]
editorial-paragraph: Colored people should buy land and engage in business. [21, 870, 230, 896]
article-paragraph: Charles Taylor pleaded guilty in the United States court at Philadelphia of passing counterfeit money and was sentenced to 10 years' imprisonment. [649, 1549, 824, 1605]
column-rule [829, 64, 830, 1846]
article-paragraph: Our contemporary should not complain. This has been the lot of every colored journal that has ever been launched upon the journalistic sea. The disappointing part of it is that the class of people most able to support colored journals and those most desirous of having race papers sing their praises are slowest in paying for the same, and when they do pay for it, they do it so grudgingly that the collector feels as though he has received an eleventh hour bath at the hands of the payer. [245, 661, 433, 835]
